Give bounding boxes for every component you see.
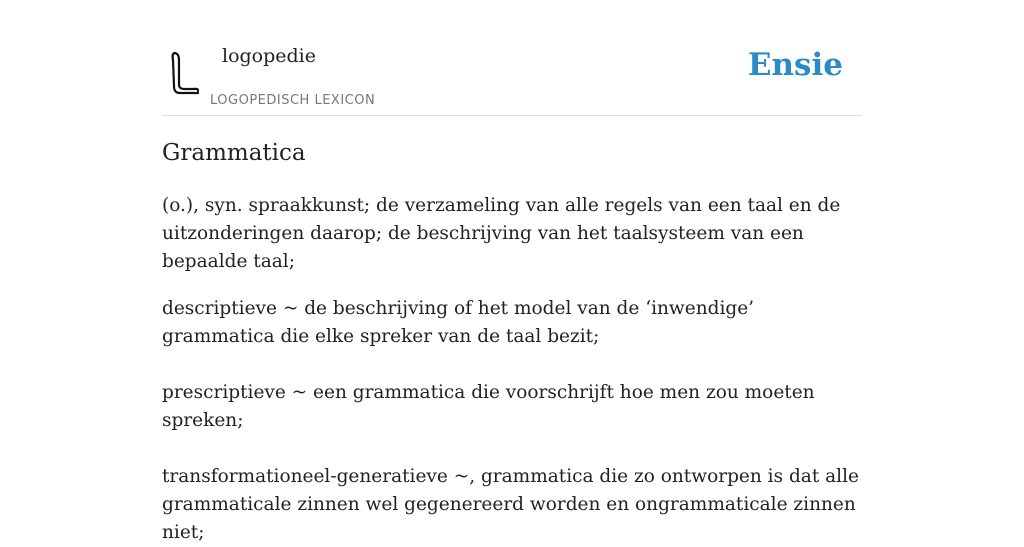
- definition-paragraph: descriptieve ~ de beschrijving of het model van de ‘inwendige’ grammatica die elke spreker van de taal bezit;: [162, 298, 755, 347]
- entry-title: Grammatica: [162, 140, 306, 166]
- source-subtitle: LOGOPEDISCH LEXICON: [210, 93, 376, 108]
- definition-paragraph: transformationeel-generatieve ~, grammatica die zo ontworpen is dat alle grammaticale zinnen wel gegenereerd worden en ongrammaticale zinnen niet;: [162, 466, 859, 543]
- definition-paragraph: (o.), syn. spraakkunst; de verzameling van alle regels van een taal en de uitzonderingen daarop; de beschrijving van het taalsysteem van een bepaalde taal;: [162, 195, 841, 272]
- letter-l-logo-icon[interactable]: [166, 48, 206, 98]
- definition-paragraph: prescriptieve ~ een grammatica die voorschrijft hoe men zou moeten spreken;: [162, 382, 815, 431]
- source-name[interactable]: logopedie: [222, 45, 317, 67]
- brand-logo[interactable]: Ensie: [747, 47, 843, 83]
- header: [162, 0, 862, 116]
- content-container: [162, 0, 862, 543]
- entry-body: [162, 192, 862, 547]
